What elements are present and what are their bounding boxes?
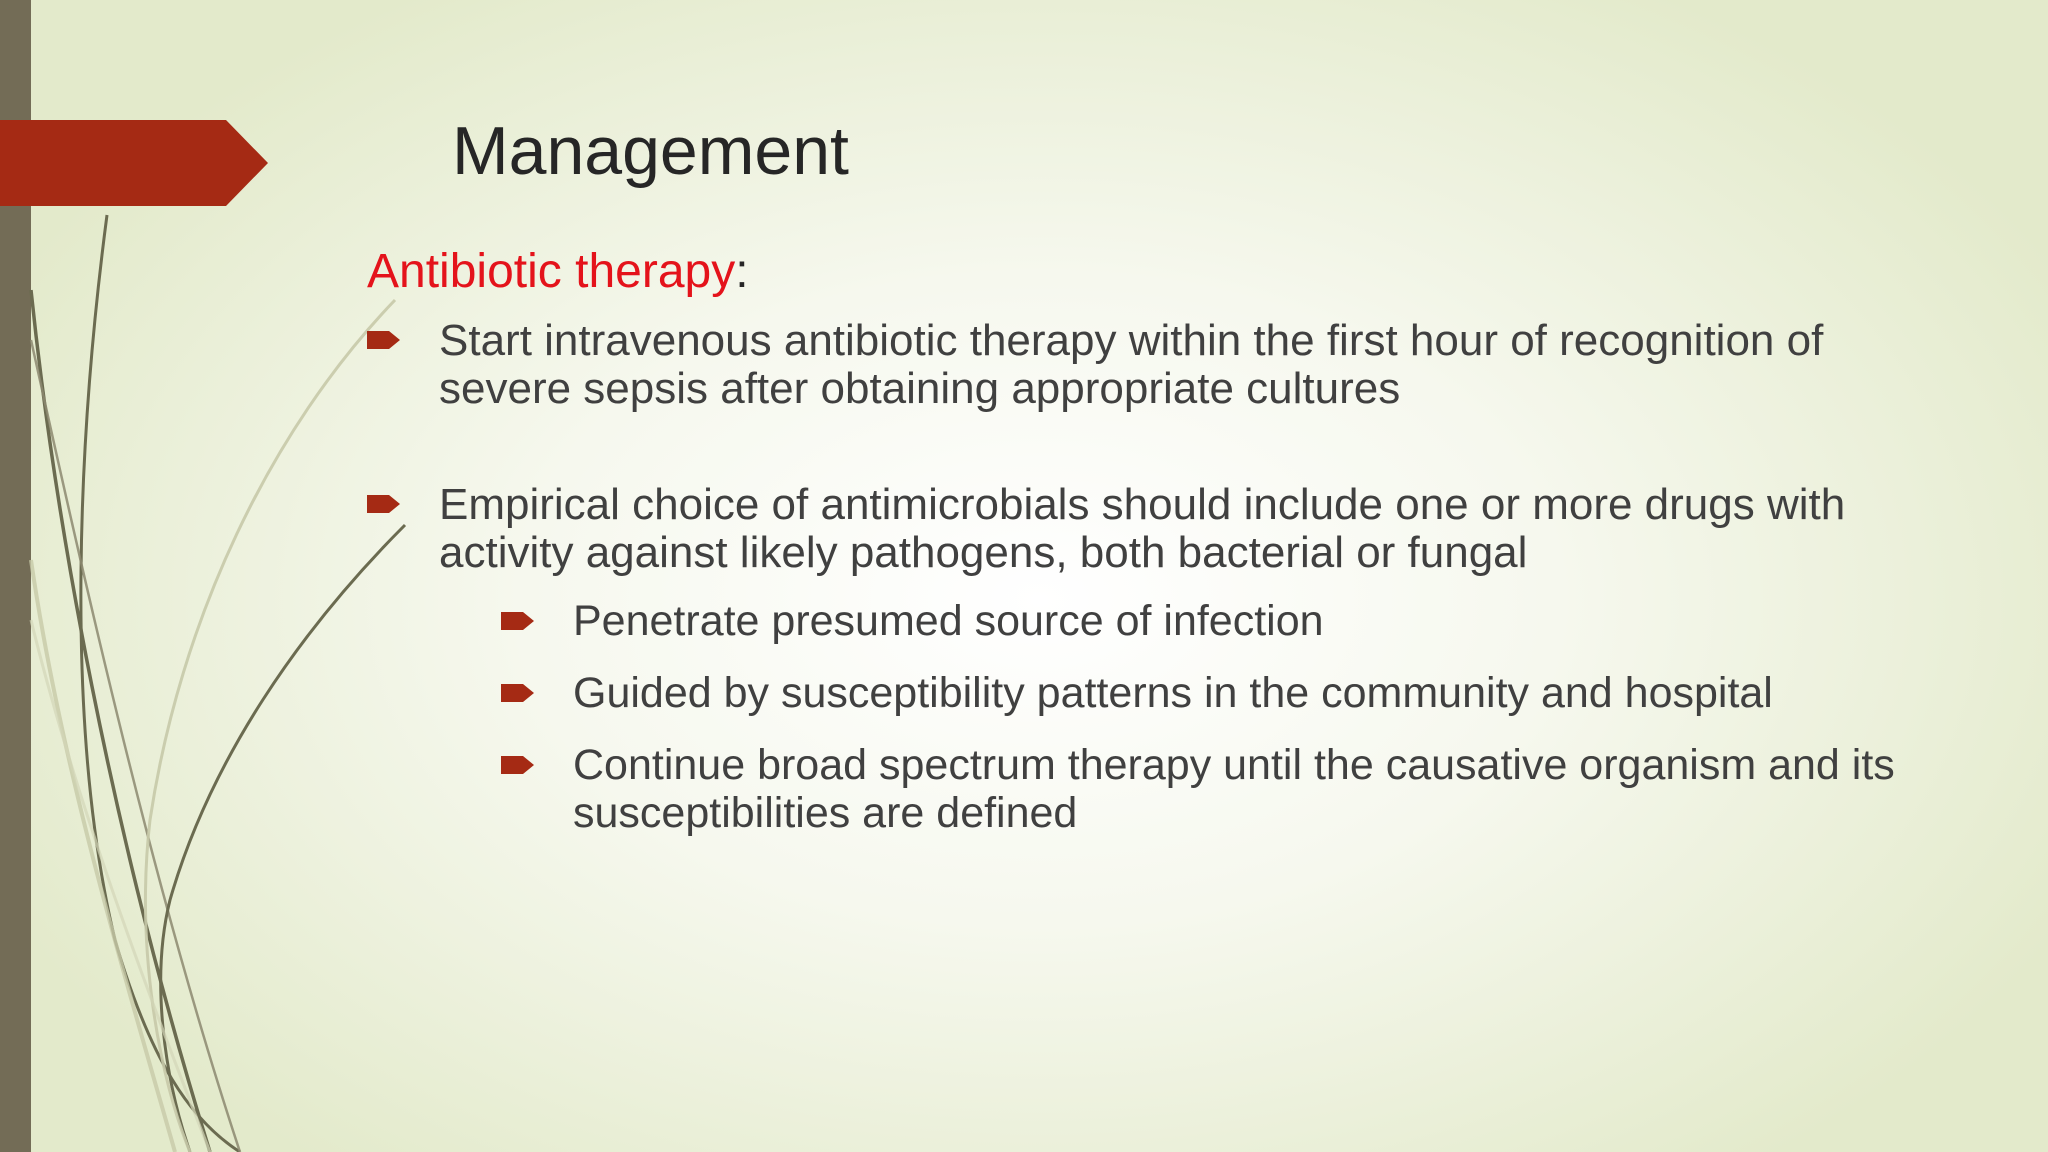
sub-bullet-item xyxy=(501,597,1907,645)
sub-bullet-item xyxy=(501,669,1907,717)
subheading xyxy=(367,244,1907,299)
sub-bullet-text: Continue broad spectrum therapy until the causative organism and its susceptibilities are defined xyxy=(573,741,1895,838)
arrow-bullet-icon xyxy=(367,495,400,513)
subheading-suffix: : xyxy=(735,245,749,298)
title-arrow-tab xyxy=(0,120,270,206)
arrow-bullet-icon xyxy=(501,756,534,774)
slide-title: Management xyxy=(452,113,849,189)
arrow-bullet-icon xyxy=(367,331,400,349)
subheading-highlight: Antibiotic therapy xyxy=(367,245,736,298)
sub-bullet-text: Penetrate presumed source of infection xyxy=(573,597,1324,646)
bullet-text: Empirical choice of antimicrobials should include one or more drugs with activity against likely pathogens, both bacterial or fungal xyxy=(439,480,1846,578)
bullet-text: Start intravenous antibiotic therapy within the first hour of recognition of severe sepsis after obtaining appropriate cultures xyxy=(439,316,1824,414)
bullet-item xyxy=(367,317,1907,413)
arrow-bullet-icon xyxy=(501,612,534,630)
bullet-item xyxy=(367,481,1907,577)
sub-bullet-text: Guided by susceptibility patterns in the community and hospital xyxy=(573,669,1773,718)
content-area xyxy=(367,244,1907,837)
sub-bullet-item xyxy=(501,741,1907,837)
arrow-bullet-icon xyxy=(501,684,534,702)
